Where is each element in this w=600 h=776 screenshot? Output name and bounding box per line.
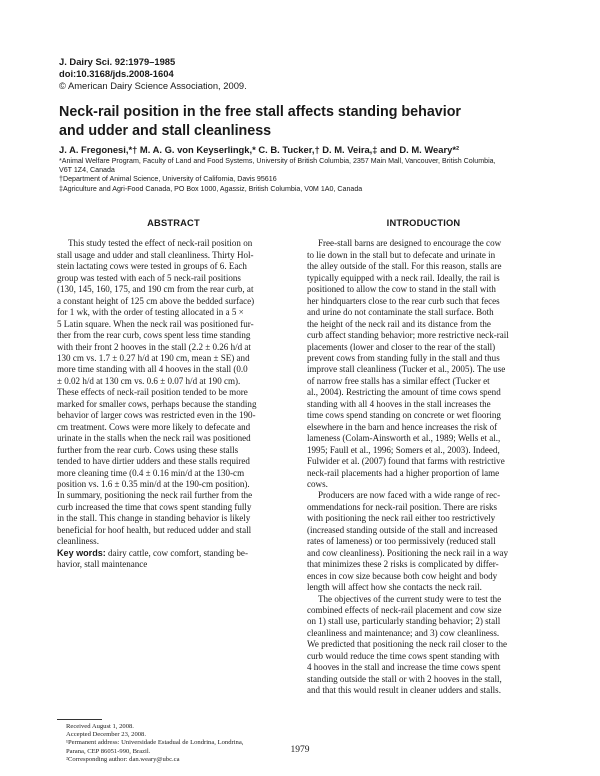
intro-line: with positioning the neck rail either too restrictively [307,513,496,524]
abstract-line: group was tested with each of 5 neck-rail positions [57,272,241,283]
keywords-label: Key words: [57,547,106,558]
abstract-line: 5 Latin square. When the neck rail was positioned fur- [57,318,254,329]
affiliations [59,157,549,194]
intro-line: improve stall cleanliness (Tucker et al., 2005). The use [307,364,506,375]
introduction-heading: INTRODUCTION [386,218,461,228]
footnote-divider [57,719,102,720]
keywords [57,548,290,559]
abstract-line: a constant height of 125 cm above the bedded surface) [57,295,255,306]
intro-line: ommendations for neck-rail position. There are risks [307,501,498,512]
abstract-line: beneficial for hoof health, but reduced udder and stall [57,524,252,535]
abstract-line: tended to have dirtier udders and these stalls required [57,456,250,467]
introduction-column [307,218,540,697]
author-list: J. A. Fregonesi,*† M. A. G. von Keyserlingk,* C. B. Tucker,† D. M. Veira,‡ and D. M. Weary*² [59,144,460,155]
intro-line: (increased standing outside of the stall and increased [307,524,498,535]
intro-line: typically equipped with a neck rail. Ideally, the rail is [307,272,500,283]
footnote-permanent-address: ¹Permanent address: Universidade Estadual de Londrina, Londrina, [66,739,244,747]
intro-line: placements (lower and closer to the rear of the stall) [307,341,496,352]
intro-line: standing with all 4 hooves in the stall increases the [307,398,491,409]
intro-line: combined effects of neck-rail placement and cow size [307,604,502,615]
keywords-text: havior, stall maintenance [57,559,148,570]
intro-line: curb affect standing behavior; more restrictive neck-rail [307,330,509,341]
intro-line: her hindquarters close to the rear curb such that feces [307,295,500,306]
footnote-received: Received August 1, 2008. [66,723,134,730]
intro-line: ences in cow size because both cow height and body [307,570,498,581]
intro-line: of narrow free stalls has a similar effect (Tucker et [307,375,490,386]
title-line: Neck-rail position in the free stall affects standing behavior [59,104,461,120]
abstract-line: urinate in the stalls when the neck rail was positioned [57,433,251,444]
intro-line: on 1) stall use, particularly standing behavior; 2) stall [307,616,501,627]
intro-line: cows. [307,478,328,489]
abstract-line: cm treatment. Cows were more likely to defecate and [57,421,251,432]
intro-line: cleanliness and maintenance; and 3) cow cleanliness. [307,627,500,638]
abstract-line: This study tested the effect of neck-rail position on [68,238,253,249]
footnote-permanent-address-cont: Parana, CEP 86051-990, Brazil. [66,747,151,755]
abstract-line: behavior of larger cows was restricted even in the 190- [57,410,256,421]
abstract-line: curb increased the time that cows spent standing fully [57,501,252,512]
intro-line: prevent cows from standing fully in the stall and thus [307,352,500,363]
intro-line: the alley outside of the stall. For this reason, stalls are [307,261,502,272]
intro-line: lameness (Colam-Ainsworth et al., 1989; Wells et al., [307,433,501,444]
abstract-line: (130, 145, 160, 175, and 190 cm from the rear curb, at [57,284,254,295]
abstract-line: These effects of neck-rail position tended to be more [57,387,248,398]
abstract-line: cleanliness. [57,536,99,547]
intro-line: that minimizes these 2 risks is complicated by differ- [307,559,499,570]
abstract-line: marked for smaller cows, perhaps because the standing [57,398,257,409]
abstract-line: for 1 wk, with the order of testing allocated in a 5 × [57,307,244,318]
abstract-line: in the stall. This change in standing behavior is likely [57,513,251,524]
intro-line: curb would reduce the time cows spent standing with [307,650,500,661]
abstract-line: stall usage and udder and stall cleanliness. Thirty Hol- [57,249,254,260]
footnote-corresponding-author[interactable]: ²Corresponding author: dan.weary@ubc.ca [66,755,180,763]
intro-line: length will affect how she contacts the neck rail. [307,582,482,593]
abstract-line: position vs. 1.6 ± 0.35 min/d at the 190-cm position). [57,478,250,489]
abstract-line: more cleaning time (0.4 ± 0.16 min/d at the 130-cm [57,467,245,478]
abstract-line: 130 cm vs. 1.7 ± 0.27 h/d at 190 cm, mean ± SE) and [57,352,250,363]
page-number: 1979 [290,745,310,755]
intro-line: time cows spend standing on concrete or wet flooring [307,410,501,421]
abstract-line: stein lactating cows were tested in groups of 6. Each [57,261,247,272]
intro-line: positioned to allow the cow to stand in the stall with [307,284,496,295]
intro-line: standing outside the stall or with 2 hooves in the stall, [307,673,502,684]
abstract-line: ± 0.02 h/d at 130 cm vs. 0.6 ± 0.07 h/d at 190 cm). [57,375,241,386]
affiliation-line: V6T 1Z4, Canada [59,166,115,175]
keywords-text: dairy cattle, cow comfort, standing be- [105,547,248,558]
abstract-line: with their front 2 hooves in the stall (2.2 ± 0.26 h/d at [57,341,251,352]
intro-line: Free-stall barns are designed to encourage the cow [318,238,502,249]
intro-line: elsewhere in the barn and hence increases the risk of [307,421,498,432]
intro-line: al., 2004). Restricting the amount of time cows spend [307,387,501,398]
intro-line: Producers are now faced with a wide range of rec- [318,490,501,501]
intro-line: Fulwider et al. (2007) found that farms with restrictive [307,456,505,467]
intro-line: 1995; Faull et al., 1996; Somers et al., 2003). Indeed, [307,444,500,455]
intro-line: the height of the neck rail and its distance from the [307,318,491,329]
intro-line: We predicted that positioning the neck rail closer to the [307,639,507,650]
abstract-line: more time standing with all 4 hooves in the stall (0.0 [57,364,248,375]
intro-line: and urine do not contaminate the stall surface. Both [307,307,494,318]
footnotes [66,723,296,764]
intro-line: neck-rail placements had a higher proportion of lame [307,467,500,478]
intro-line: 4 hooves in the stall and increase the time cows spent [307,662,501,673]
doi[interactable]: doi:10.3168/jds.2008-1604 [59,67,174,79]
affiliation-line: *Animal Welfare Program, Faculty of Land and Food Systems, University of British Columbia, 2357 Main Mall, Vancouver, British Columbia, [59,157,496,165]
abstract-line: In summary, positioning the neck rail further from the [57,490,253,501]
intro-line: and cow cleanliness). Positioning the neck rail in a way [307,547,508,558]
affiliation-line: †Department of Animal Science, University of California, Davis 95616 [59,175,277,184]
abstract-column [57,218,290,571]
title-line: and udder and stall cleanliness [59,122,272,139]
footnote-accepted: Accepted December 23, 2008. [66,731,147,739]
abstract-line: further from the rear curb. Cows using these stalls [57,444,239,455]
intro-line: The objectives of the current study were to test the [318,593,502,604]
journal-header [59,56,539,91]
intro-line: and that this would result in cleaner udders and stalls. [307,685,501,696]
intro-line: rates of lameness) or too permissively (reduced stall [307,536,496,547]
intro-line: to lie down in the stall but to defecate and urinate in [307,249,496,260]
copyright: © American Dairy Science Association, 2009. [59,79,247,91]
abstract-heading: ABSTRACT [147,218,200,228]
journal-citation: J. Dairy Sci. 92:1979–1985 [59,56,176,67]
affiliation-line: ‡Agriculture and Agri-Food Canada, PO Box 1000, Agassiz, British Columbia, V0M 1A0, Canada [59,184,363,193]
abstract-line: ther from the rear curb, cows spent less time standing [57,330,251,341]
paper-title [59,103,549,140]
